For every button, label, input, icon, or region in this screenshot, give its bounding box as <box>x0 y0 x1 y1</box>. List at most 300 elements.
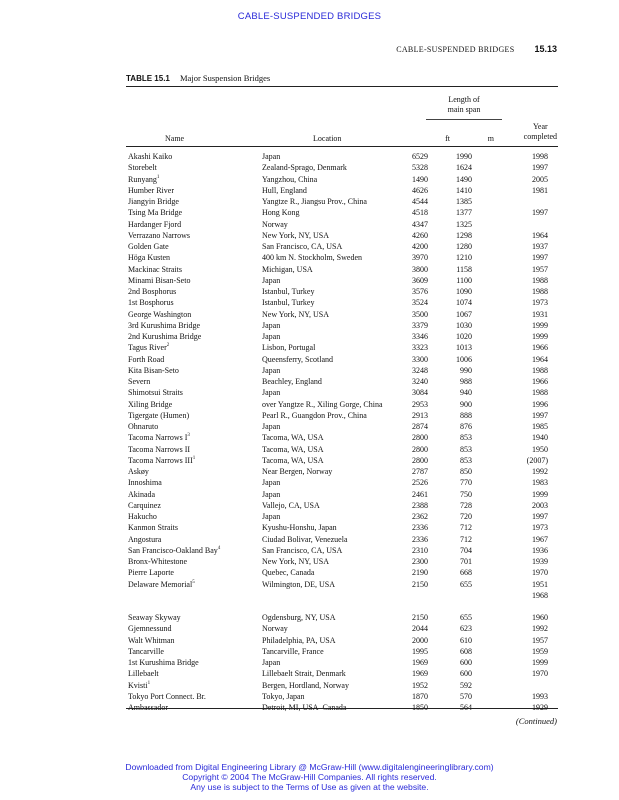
bridge-location: San Francisco, CA, USA <box>262 545 343 555</box>
bridge-name: Tagus River$^2$ <box>128 343 170 353</box>
year-completed: (2007) <box>526 455 548 465</box>
year-completed: 1983 <box>532 478 548 488</box>
bridge-name: Kita Bisan-Seto <box>128 365 179 375</box>
bridge-name: Verrazano Narrows <box>128 230 190 240</box>
table-row <box>126 196 558 207</box>
table-row <box>126 241 558 252</box>
span-ft: 2913 <box>412 410 428 420</box>
bridge-name: Ambassador <box>128 703 168 712</box>
span-m: 853 <box>460 444 472 454</box>
span-ft: 2800 <box>412 444 428 454</box>
span-ft: 2388 <box>412 500 428 510</box>
bridge-name: Shimotsui Straits <box>128 388 183 398</box>
bridge-location: Tacoma, WA, USA <box>262 455 324 465</box>
span-ft: 2800 <box>412 433 428 443</box>
span-m: 712 <box>460 534 472 544</box>
bridge-location: New York, NY, USA <box>262 309 329 319</box>
bridge-location: Lillebaelt Strait, Denmark <box>262 669 346 679</box>
year-completed: 1951 <box>532 579 548 589</box>
year-completed: 1939 <box>532 557 548 566</box>
bridge-name: George Washington <box>128 309 192 319</box>
table-row <box>126 151 558 162</box>
bridge-name: Kvisti$^1$ <box>128 680 151 690</box>
year-completed: 1957 <box>532 635 548 645</box>
span-m: 1013 <box>456 343 472 353</box>
span-m: 720 <box>460 512 472 521</box>
bridge-name: Storebelt <box>128 163 157 173</box>
bridge-location: Bergen, Hordland, Norway <box>262 680 349 690</box>
table-row <box>126 230 558 241</box>
table-row <box>126 387 558 398</box>
span-ft: 6529 <box>412 152 428 161</box>
span-m: 712 <box>460 523 472 533</box>
table-header-rule <box>126 146 558 147</box>
span-m: 876 <box>460 422 472 431</box>
header-ft: ft <box>445 134 450 143</box>
table-row <box>126 342 558 353</box>
span-ft: 1995 <box>412 646 428 656</box>
span-m: 1100 <box>456 275 472 285</box>
year-completed: 1997 <box>532 253 548 263</box>
bridge-location: Japan <box>262 512 281 521</box>
span-ft: 4260 <box>412 230 428 240</box>
year-completed: 1997 <box>532 163 548 173</box>
span-group-rule <box>426 119 502 120</box>
span-m: 853 <box>460 433 472 443</box>
span-m: 940 <box>460 388 472 398</box>
bridge-name: Forth Road <box>128 354 165 364</box>
table-top-rule <box>126 86 558 87</box>
bridge-name: 2nd Bosphorus <box>128 287 177 296</box>
span-ft: 1952 <box>412 680 428 690</box>
bridge-location: Japan <box>262 478 281 488</box>
table-row <box>126 466 558 477</box>
header-span-line1: Length of <box>448 95 480 104</box>
table-caption <box>126 73 270 83</box>
bridge-location: Vallejo, CA, USA <box>262 500 320 510</box>
bridge-name: Hardanger Fjord <box>128 219 182 229</box>
table-row <box>126 275 558 286</box>
table-row <box>126 623 558 634</box>
bridge-name: Tacoma Narrows III$^1$ <box>128 455 196 465</box>
table-rows-group-b <box>126 612 558 713</box>
footnote-marker: 5 <box>192 579 195 585</box>
bridge-location: Yangtze R., Jiangsu Prov., China <box>262 197 367 206</box>
bridge-name: Tacoma Narrows $I^3$ <box>128 433 190 443</box>
span-m: 1074 <box>456 298 472 308</box>
table-row <box>126 421 558 432</box>
bridge-name: Tigergate (Humen) <box>128 410 190 420</box>
table-row <box>126 354 558 365</box>
bridge-location: Ciudad Bolivar, Venezuela <box>262 534 348 544</box>
span-ft: 2787 <box>412 467 428 476</box>
bridge-location: Beachley, England <box>262 377 322 386</box>
span-ft: 1870 <box>412 691 428 701</box>
bridge-name: San Francisco-Oakland Bay$^4$ <box>128 545 221 555</box>
bridge-location: Kyushu-Honshu, Japan <box>262 523 337 533</box>
table-row <box>126 489 558 500</box>
span-m: 1067 <box>456 309 472 319</box>
span-m: 1385 <box>456 197 472 206</box>
year-completed: 1967 <box>532 534 548 544</box>
table-row <box>126 320 558 331</box>
bridge-name: Tsing Ma Bridge <box>128 208 183 218</box>
year-completed: 1929 <box>532 703 548 712</box>
span-m: 900 <box>460 399 472 409</box>
span-ft: 3800 <box>412 264 428 274</box>
table-row <box>126 612 558 623</box>
span-m: 570 <box>460 691 472 701</box>
table-row <box>126 522 558 533</box>
footnote-marker: 3 <box>187 433 190 439</box>
year-completed: 1964 <box>532 230 548 240</box>
footnote-marker: 1 <box>156 174 160 180</box>
year-completed: 1988 <box>532 275 548 285</box>
year-completed: 1992 <box>532 467 548 476</box>
table-row <box>126 331 558 342</box>
span-m: 1990 <box>456 152 472 161</box>
header-name: Name <box>165 134 185 143</box>
top-banner: CABLE-SUSPENDED BRIDGES <box>237 11 382 22</box>
footer-notice <box>0 762 619 792</box>
table-row <box>126 410 558 421</box>
span-m: 1325 <box>456 219 472 229</box>
bridge-location: Pearl R., Guangdon Prov., China <box>262 410 367 420</box>
row-gap <box>126 601 558 612</box>
year-completed: 1950 <box>532 444 548 454</box>
span-m: 1210 <box>456 253 472 263</box>
footer-line-3: Any use is subject to the Terms of Use as given at the website. <box>190 782 429 792</box>
bridge-name: Severn <box>128 377 151 386</box>
bridge-location: Japan <box>262 332 281 341</box>
year-completed: 1960 <box>532 613 548 622</box>
year-completed: 1999 <box>532 320 548 330</box>
bridge-location: Tacoma, WA, USA <box>262 444 324 454</box>
table-row <box>126 455 558 466</box>
header-span-group <box>426 95 502 115</box>
span-ft: 3500 <box>412 309 428 319</box>
span-m: 564 <box>460 703 472 712</box>
bridge-name: Runyang$^1$ <box>128 174 160 184</box>
bridge-location: Japan <box>262 388 281 398</box>
table-row <box>126 545 558 556</box>
table-body <box>126 151 558 713</box>
bridge-name: Ohnaruto <box>128 422 159 431</box>
table-row <box>126 185 558 196</box>
bridge-location: Japan <box>262 275 281 285</box>
bridge-name: Walt Whitman <box>128 635 175 645</box>
table-title: Major Suspension Bridges <box>180 73 271 83</box>
bridge-name: Lillebaelt <box>128 669 159 679</box>
span-m: 600 <box>460 669 472 679</box>
bridge-location: Near Bergen, Norway <box>262 467 333 476</box>
bridge-name: Pierre Laporte <box>128 568 174 578</box>
year-completed: 1970 <box>532 669 548 679</box>
year-completed: 1957 <box>532 264 548 274</box>
span-ft: 4626 <box>412 185 428 195</box>
span-ft: 3970 <box>412 253 428 263</box>
year-completed: 1937 <box>532 242 548 251</box>
bridge-location: Michigan, USA <box>262 264 313 274</box>
bridge-location: Quebec, Canada <box>262 568 315 578</box>
year-completed: 1959 <box>532 646 548 656</box>
span-ft: 2800 <box>412 455 428 465</box>
bridge-name: Tancarville <box>128 646 164 656</box>
bridge-name: Humber River <box>128 185 174 195</box>
span-ft: 2336 <box>412 523 428 533</box>
footer-line-1: Downloaded from Digital Engineering Library @ McGraw-Hill (www.digitalengineeringlibrary.com) <box>125 762 494 772</box>
span-m: 1006 <box>456 354 472 364</box>
year-completed: 1931 <box>532 309 548 319</box>
table-row <box>126 511 558 522</box>
table-row <box>126 534 558 545</box>
year-completed: 1997 <box>532 512 548 521</box>
span-m: 608 <box>460 646 472 656</box>
span-ft: 2150 <box>412 579 428 589</box>
bridge-name: Askøy <box>128 467 149 476</box>
bridge-name: Gjemnessund <box>128 624 172 634</box>
year-completed: 1936 <box>532 545 548 555</box>
span-ft: 2000 <box>412 635 428 645</box>
table-row <box>126 646 558 657</box>
bridge-name: Bronx-Whitestone <box>128 557 188 566</box>
bridge-location: Istanbul, Turkey <box>262 298 315 308</box>
span-m: 1090 <box>456 287 472 296</box>
year-completed: 1992 <box>532 624 548 634</box>
bridge-name: Hakucho <box>128 512 157 521</box>
bridge-location: Detroit, MI, USA–Canada <box>262 703 347 712</box>
table-row <box>126 579 558 590</box>
year-completed: 1998 <box>532 152 548 161</box>
table-row <box>126 309 558 320</box>
span-ft: 2150 <box>412 613 428 622</box>
footnote-marker: 1 <box>192 455 196 461</box>
bridge-location: Tancarville, France <box>262 646 324 656</box>
span-ft: 2044 <box>412 624 428 634</box>
span-ft: 3379 <box>412 320 428 330</box>
header-location: Location <box>313 134 342 143</box>
span-ft: 4200 <box>412 242 428 251</box>
span-m: 668 <box>460 568 472 578</box>
bridge-name: Innoshima <box>128 478 162 488</box>
span-m: 988 <box>460 377 472 386</box>
span-ft: 2300 <box>412 557 428 566</box>
header-year <box>524 122 557 142</box>
span-ft: 2190 <box>412 568 428 578</box>
span-ft: 2874 <box>412 422 428 431</box>
bridge-name: Kanmon Straits <box>128 523 178 533</box>
bridge-name: Tacoma Narrows II <box>128 444 191 454</box>
footnote-marker: 1 <box>147 680 151 686</box>
table-row <box>126 691 558 702</box>
year-completed: 1988 <box>532 388 548 398</box>
span-m: 610 <box>460 635 472 645</box>
span-m: 655 <box>460 579 472 589</box>
year-completed: 1973 <box>532 523 548 533</box>
year-completed: 1988 <box>532 365 548 375</box>
span-m: 600 <box>460 658 472 667</box>
span-ft: 4544 <box>412 197 428 206</box>
year-completed: 1968 <box>532 590 548 600</box>
table-row <box>126 590 558 601</box>
year-completed: 1970 <box>532 568 548 578</box>
table-row <box>126 252 558 263</box>
span-ft: 3346 <box>412 332 428 341</box>
span-ft: 3524 <box>412 298 428 308</box>
span-m: 770 <box>460 478 472 488</box>
span-ft: 1969 <box>412 658 428 667</box>
span-m: 850 <box>460 467 472 476</box>
table-row <box>126 668 558 679</box>
bridge-location: San Francisco, CA, USA <box>262 242 343 251</box>
bridge-location: 400 km N. Stockholm, Sweden <box>262 253 362 263</box>
span-ft: 3084 <box>412 388 428 398</box>
bridge-name: 1st Bosphorus <box>128 298 174 308</box>
bridge-name: Höga Kusten <box>128 253 170 263</box>
table-row <box>126 477 558 488</box>
bridge-name: Xiling Bridge <box>128 399 173 409</box>
span-m: 1030 <box>456 320 472 330</box>
bridge-location: Hong Kong <box>262 208 300 218</box>
bridge-location: Japan <box>262 365 281 375</box>
year-completed: 1997 <box>532 410 548 420</box>
span-ft: 1850 <box>412 703 428 712</box>
header-year-line2: completed <box>523 132 557 141</box>
span-m: 990 <box>460 365 472 375</box>
year-completed: 1966 <box>532 343 548 353</box>
bridge-location: New York, NY, USA <box>262 557 329 566</box>
year-completed: 1964 <box>532 354 548 364</box>
bridge-location: Norway <box>262 219 288 229</box>
bridge-location: Wilmington, DE, USA <box>262 579 336 589</box>
bridge-location: Yangzhou, China <box>262 174 318 184</box>
year-completed: 1988 <box>532 287 548 296</box>
table-row <box>126 399 558 410</box>
continued-note: (Continued) <box>515 716 557 726</box>
bridge-location: Ogdensburg, NY, USA <box>262 613 336 622</box>
footer-line-2: Copyright © 2004 The McGraw-Hill Companies. All rights reserved. <box>182 772 437 782</box>
table-rows-group-a <box>126 151 558 601</box>
table-row <box>126 264 558 275</box>
bridge-location: Japan <box>262 422 281 431</box>
span-ft: 3240 <box>412 377 428 386</box>
bridge-name: Delaware Memorial$^5$ <box>128 579 195 589</box>
span-m: 704 <box>460 545 472 555</box>
span-m: 1298 <box>456 230 472 240</box>
bridge-name: Tokyo Port Connect. Br. <box>128 691 206 701</box>
span-ft: 2461 <box>412 489 428 499</box>
span-m: 1158 <box>456 264 472 274</box>
year-completed: 1999 <box>532 658 548 667</box>
bridge-location: Lisbon, Portugal <box>262 343 316 353</box>
span-ft: 1490 <box>412 174 428 184</box>
bridge-name: Golden Gate <box>128 242 169 251</box>
bridge-name: Carquinez <box>128 500 161 510</box>
year-completed: 1981 <box>532 185 548 195</box>
span-m: 888 <box>460 410 472 420</box>
bridge-name: 1st Kurushima Bridge <box>128 658 199 667</box>
span-ft: 2310 <box>412 545 428 555</box>
bridge-location: Norway <box>262 624 288 634</box>
span-m: 623 <box>460 624 472 634</box>
span-m: 1020 <box>456 332 472 341</box>
bridge-name: 2nd Kurushima Bridge <box>128 332 202 341</box>
bridge-location: Philadelphia, PA, USA <box>262 635 336 645</box>
bridge-name: Minami Bisan-Seto <box>128 275 191 285</box>
running-head <box>396 44 557 54</box>
span-m: 1624 <box>456 163 472 173</box>
span-m: 750 <box>460 489 472 499</box>
year-completed: 2003 <box>532 500 548 510</box>
bridge-location: Tacoma, WA, USA <box>262 433 324 443</box>
year-completed: 1985 <box>532 422 548 431</box>
year-completed: 1973 <box>532 298 548 308</box>
table-row <box>126 567 558 578</box>
table-row <box>126 432 558 443</box>
table-row <box>126 297 558 308</box>
table-row <box>126 556 558 567</box>
bridge-location: Japan <box>262 658 281 667</box>
year-completed: 1966 <box>532 377 548 386</box>
header-year-line1: Year <box>532 122 548 131</box>
bridge-location: Hull, England <box>262 185 307 195</box>
span-m: 655 <box>460 613 472 622</box>
table-row <box>126 500 558 511</box>
header-span-line2: main span <box>447 105 481 114</box>
span-ft: 4347 <box>412 219 428 229</box>
bridge-location: Japan <box>262 152 281 161</box>
span-m: 1377 <box>456 208 472 218</box>
span-ft: 2362 <box>412 512 428 521</box>
bridge-location: Tokyo, Japan <box>262 691 305 701</box>
span-ft: 2336 <box>412 534 428 544</box>
bridge-location: Istanbul, Turkey <box>262 287 315 296</box>
span-ft: 3576 <box>412 287 428 296</box>
running-head-title: CABLE-SUSPENDED BRIDGES <box>396 45 515 54</box>
year-completed: 1996 <box>532 399 548 409</box>
span-m: 1410 <box>456 185 472 195</box>
bridge-location: Japan <box>262 320 281 330</box>
header-m: m <box>487 134 494 143</box>
table-number: TABLE 15.1 <box>126 74 170 83</box>
bridge-name: Akinada <box>128 489 156 499</box>
bridge-name: 3rd Kurushima Bridge <box>128 320 200 330</box>
page-number: 15.13 <box>534 44 557 54</box>
bridge-location: over Yangtze R., Xiling Gorge, China <box>262 399 383 409</box>
table-row <box>126 635 558 646</box>
bridge-name: Mackinac Straits <box>128 264 182 274</box>
year-completed: 1997 <box>532 208 548 218</box>
span-ft: 3300 <box>412 354 428 364</box>
table-row <box>126 162 558 173</box>
table-row <box>126 365 558 376</box>
table-row <box>126 376 558 387</box>
span-ft: 4518 <box>412 208 428 218</box>
bridge-location: New York, NY, USA <box>262 230 329 240</box>
span-ft: 2526 <box>412 478 428 488</box>
table-row <box>126 219 558 230</box>
bridge-name: Jiangyin Bridge <box>128 197 179 206</box>
span-ft: 1969 <box>412 669 428 679</box>
span-ft: 3248 <box>412 365 428 375</box>
table-row <box>126 286 558 297</box>
table-row <box>126 657 558 668</box>
span-m: 1280 <box>456 242 472 251</box>
bridge-name: Seaway Skyway <box>128 613 181 622</box>
span-ft: 5328 <box>412 163 428 173</box>
span-ft: 3609 <box>412 275 428 285</box>
year-completed: 1993 <box>532 691 548 701</box>
